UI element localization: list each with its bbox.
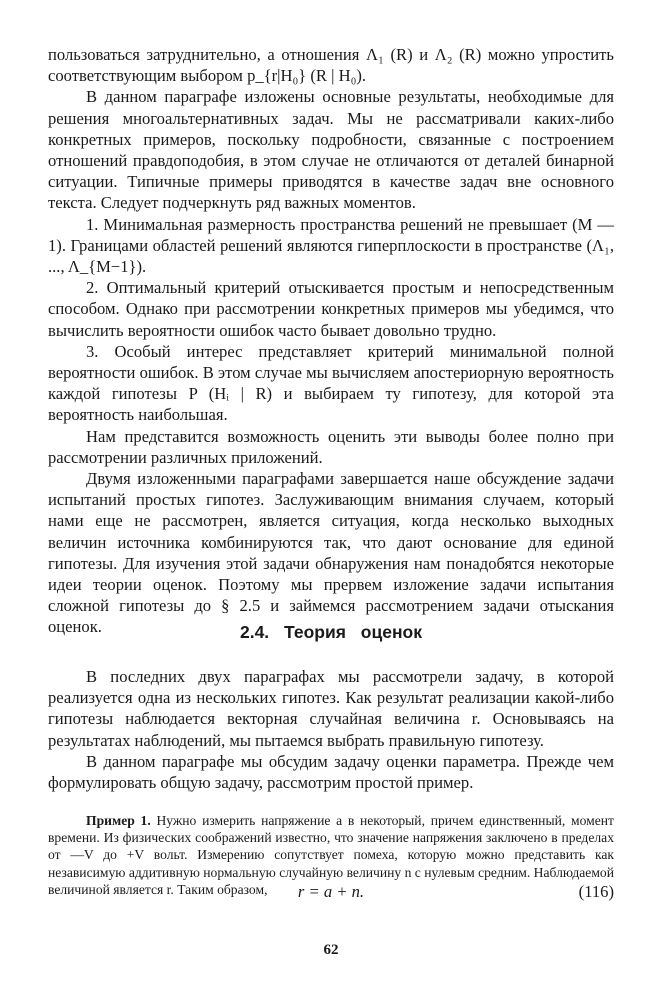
list-item: 2. Оптимальный критерий отыскивается простым и непосредственным способом. Однако при рассмотрении конкретных примеров мы убедимся, что вычислить вероятности ошибок часто бывает довольно трудно. [48, 278, 614, 340]
text-block-section [48, 666, 614, 793]
list-item: 1. Минимальная размерность пространства решений не превышает (M — 1). Границами областей решений являются гиперплоскости в пространстве (Λ₁, ..., Λ_{M−1}). [48, 214, 614, 277]
section-heading [0, 622, 662, 643]
text-block-top [48, 44, 614, 638]
paragraph: Нам представится возможность оценить эти выводы более полно при рассмотрении различных приложений. [48, 426, 614, 467]
paragraph: Двумя изложенными параграфами завершается наше обсуждение задачи испытаний простых гипотез. Заслуживающим внимания случаем, который нами еще не рассмотрен, является ситуация, когда несколько выходных величин источника комбинируются так, что дают основание для единой гипотезы. Для изучения этой задачи обнаружения нам понадобятся некоторые идеи теории оценок. Поэтому мы прервем изложение задачи испытания сложной гипотезы до § 2.5 и займемся рассмотрением задачи отыскания оценок. [48, 469, 614, 637]
page-number: 62 [323, 942, 339, 958]
paragraph: В данном параграфе мы обсудим задачу оценки параметра. Прежде чем формулировать общую задачу, рассмотрим простой пример. [48, 751, 614, 793]
paragraph: пользоваться затруднительно, а отношения Λ₁ (R) и Λ₂ (R) можно упростить соответствующим выбором p_{r|H₀} (R | H₀). [48, 45, 614, 86]
section-title: Теория оценок [284, 622, 423, 642]
example-lead: Пример 1. [86, 813, 151, 828]
equation: r = a + n. [297, 882, 365, 901]
equation-number: (116) [578, 882, 614, 901]
section-number: 2.4. [239, 622, 270, 642]
list-item: 3. Особый интерес представляет критерий минимальной полной вероятности ошибок. В этом случае мы вычисляем апостериорную вероятность каждой гипотезы P (Hᵢ | R) и выбираем ту гипотезу, для которой эта вероятность наибольшая. [48, 341, 614, 425]
paragraph: В последних двух параграфах мы рассмотрели задачу, в которой реализуется одна из нескольких гипотез. Как результат реализации какой-либо гипотезы наблюдается векторная случайная величина r. Основываясь на результатах наблюдений, мы пытаемся выбрать правильную гипотезу. [48, 667, 614, 750]
example-text: Нужно измерить напряжение a в некоторый, причем единственный, момент времени. Из физических соображений известно, что значение напряжения заключено в пределах от —V до +V вольт. Измерению сопутствует помеха, которую можно представить как независимую аддитивную нормальную случайную величину n с нулевым средним. Наблюдаемой величиной является r. Таким образом, [48, 813, 614, 897]
paragraph: В данном параграфе изложены основные результаты, необходимые для решения многоальтернативных задач. Мы не рассматривали каких-либо конкретных примеров, поскольку подробности, связанные с построением отношений правдоподобия, в этом случае не отличаются от деталей бинарной ситуации. Типичные примеры приводятся в качестве задач вне основного текста. Следует подчеркнуть ряд важных моментов. [48, 87, 614, 213]
equation-line [48, 882, 614, 906]
